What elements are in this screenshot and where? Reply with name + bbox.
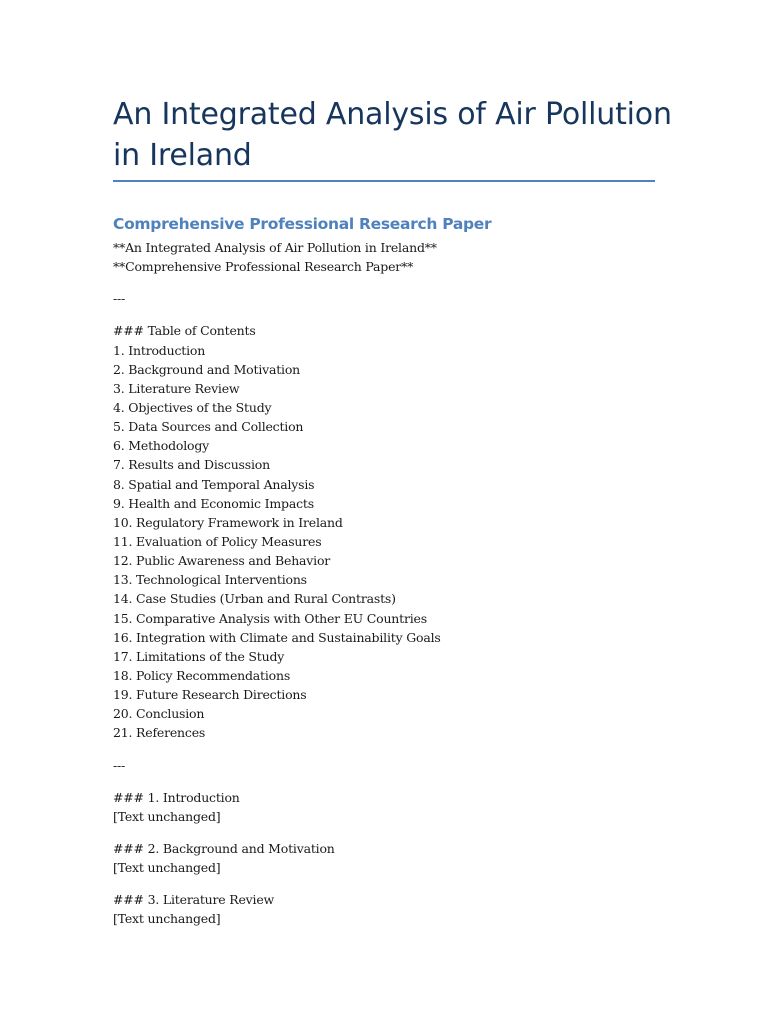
section-body-literature-review: [Text unchanged] [113, 911, 221, 927]
section-heading-literature-review: ### 3. Literature Review [113, 892, 275, 908]
toc-item: 11. Evaluation of Policy Measures [113, 533, 322, 549]
toc-item: 8. Spatial and Temporal Analysis [113, 476, 315, 492]
document-subtitle: Comprehensive Professional Research Paper [113, 215, 492, 233]
toc-item: 18. Policy Recommendations [113, 667, 291, 683]
toc-item: 17. Limitations of the Study [113, 648, 285, 664]
toc-item: 9. Health and Economic Impacts [113, 495, 314, 511]
section-body-introduction: [Text unchanged] [113, 808, 221, 824]
section-heading-introduction: ### 1. Introduction [113, 789, 240, 805]
section-body-background: [Text unchanged] [113, 860, 221, 876]
toc-item: 21. References [113, 725, 206, 741]
toc-item: 7. Results and Discussion [113, 457, 270, 473]
document-title: An Integrated Analysis of Air Pollution in Ireland [113, 97, 672, 173]
toc-heading: ### Table of Contents [113, 323, 256, 339]
toc-item: 13. Technological Interventions [113, 572, 307, 588]
toc-item: 4. Objectives of the Study [113, 399, 272, 415]
spacer [113, 826, 713, 839]
toc-item: 10. Regulatory Framework in Ireland [113, 514, 343, 530]
intro-line-title: **An Integrated Analysis of Air Pollution in Ireland** [113, 240, 437, 255]
toc-item: 20. Conclusion [113, 706, 205, 722]
toc-item: 19. Future Research Directions [113, 687, 307, 703]
toc-item: 6. Methodology [113, 438, 210, 454]
section-heading-background: ### 2. Background and Motivation [113, 840, 335, 856]
spacer [113, 775, 713, 788]
toc-item: 12. Public Awareness and Behavior [113, 553, 331, 569]
toc-item: 5. Data Sources and Collection [113, 419, 304, 435]
separator-line: --- [113, 757, 126, 773]
title-underline-rule [113, 180, 655, 182]
separator-line: --- [113, 291, 126, 307]
toc-item: 3. Literature Review [113, 380, 240, 396]
toc-item: 14. Case Studies (Urban and Rural Contrasts) [113, 591, 396, 607]
toc-item: 1. Introduction [113, 342, 206, 358]
toc-item: 16. Integration with Climate and Sustainability Goals [113, 629, 441, 645]
toc-item: 2. Background and Motivation [113, 361, 301, 377]
intro-line-subtitle: **Comprehensive Professional Research Paper** [113, 259, 414, 275]
spacer [113, 276, 713, 289]
table-of-contents [113, 341, 713, 743]
toc-item: 15. Comparative Analysis with Other EU Countries [113, 610, 427, 626]
document-body [113, 238, 713, 929]
spacer [113, 743, 713, 756]
spacer [113, 877, 713, 890]
spacer [113, 308, 713, 321]
